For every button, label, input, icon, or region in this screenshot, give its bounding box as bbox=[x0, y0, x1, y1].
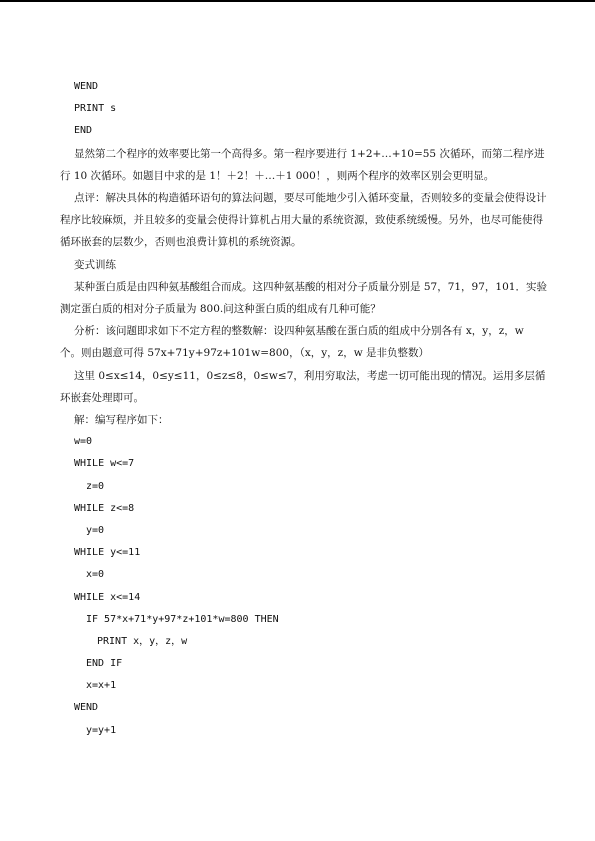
code-line-z-init: z=0 bbox=[86, 480, 105, 492]
code-line-print-s: PRINT s bbox=[74, 103, 117, 115]
code-line-x-increment: x=x+1 bbox=[86, 680, 117, 692]
paragraph-comment: 点评：解决具体的构造循环语句的算法问题，要尽可能地少引入循环变量，否则较多的变量会使得设计程序比较麻烦，并且较多的变量会使得计算机占用大量的系统资源，致使系统缓慢。另外，也尽可能使得循环嵌套的层数少，否则也浪费计算机的系统资源。 bbox=[60, 191, 547, 249]
paragraph-range: 这里 0≤x≤14，0≤y≤11，0≤z≤8，0≤w≤7，利用穷取法，考虑一切可能出现的情况。运用多层循环嵌套处理即可。 bbox=[60, 369, 546, 404]
code-line-print-xyzw: PRINT x，y，z，w bbox=[97, 635, 188, 647]
paragraph-efficiency: 显然第二个程序的效率要比第一个高得多。第一程序要进行 1+2+…+10=55 次循环，而第二程序进行 10 次循环。如题目中求的是 1！＋2！＋…＋1 000！，则两个程序的效率区别会更明显。 bbox=[60, 147, 545, 182]
code-line-y-init: y=0 bbox=[86, 524, 105, 536]
code-line-end-if: END IF bbox=[86, 658, 123, 670]
heading-variant-training: 变式训练 bbox=[74, 258, 116, 271]
paragraph-solution: 解：编写程序如下： bbox=[74, 414, 169, 426]
code-line-w-init: w=0 bbox=[74, 436, 93, 448]
document-body bbox=[60, 76, 548, 742]
code-line-while-y: WHILE y<=11 bbox=[74, 547, 141, 559]
paragraph-analysis: 分析：该问题即求如下不定方程的整数解：设四种氨基酸在蛋白质的组成中分别各有 x，y，z，w 个。则由题意可得 57x+71y+97z+101w=800，（x，y，z，w 是非负整数） bbox=[60, 325, 524, 360]
code-line-if: IF 57*x+71*y+97*z+101*w=800 THEN bbox=[86, 613, 279, 625]
code-line-x-init: x=0 bbox=[86, 569, 105, 581]
code-line-while-w: WHILE w<=7 bbox=[74, 458, 135, 470]
paragraph-problem: 某种蛋白质是由四种氨基酸组合而成。这四种氨基酸的相对分子质量分别是 57，71，97，101．实验测定蛋白质的相对分子质量为 800.问这种蛋白质的组成有几种可能？ bbox=[60, 280, 547, 315]
code-line-y-increment: y=y+1 bbox=[86, 724, 117, 736]
code-line-wend-2: WEND bbox=[74, 702, 99, 714]
code-line-end: END bbox=[74, 125, 93, 137]
code-line-wend-1: WEND bbox=[74, 81, 99, 92]
code-line-while-z: WHILE z<=8 bbox=[74, 502, 135, 514]
code-line-while-x: WHILE x<=14 bbox=[74, 591, 141, 603]
page-top-rule bbox=[0, 0, 595, 2]
